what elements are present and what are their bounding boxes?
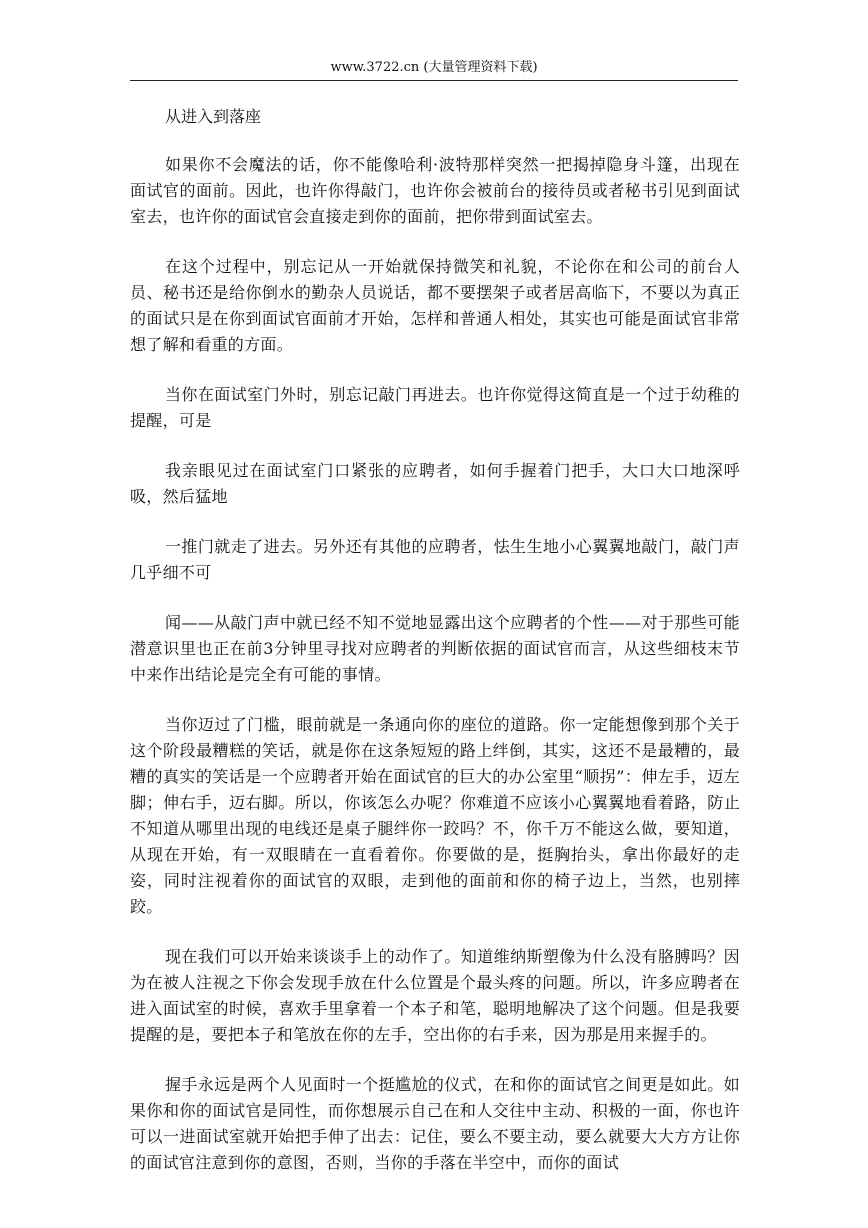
- paragraph: 如果你不会魔法的话，你不能像哈利·波特那样突然一把揭掉隐身斗篷，出现在面试官的面前。因此，也许你得敲门，也许你会被前台的接待员或者秘书引见到面试室去，也许你的面试官会直接走到你的面前，把你带到面试室去。: [130, 155, 740, 226]
- paragraph: 当你迈过了门槛，眼前就是一条通向你的座位的道路。你一定能想像到那个关于这个阶段最糟糕的笑话，就是你在这条短短的路上绊倒，其实，这还不是最糟的，最糟的真实的笑话是一个应聘者开始在面试官的巨大的办公室里“顺拐”：伸左手，迈左脚；伸右手，迈右脚。所以，你该怎么办呢？你难道不应该小心翼翼地看着路，防止不知道从哪里出现的电线还是桌子腿绊你一跤吗？不，你千万不能这么做，要知道，从现在开始，有一双眼睛在一直看着你。你要做的是，挺胸抬头，拿出你最好的走姿，同时注视着你的面试官的双眼，走到他的面前和你的椅子边上，当然，也别摔跤。: [130, 715, 740, 916]
- page-header: [0, 60, 868, 76]
- section-title: 从进入到落座: [165, 107, 262, 126]
- paragraph: 现在我们可以开始来谈谈手上的动作了。知道维纳斯塑像为什么没有胳膊吗？因为在被人注视之下你会发现手放在什么位置是个最头疼的问题。所以，许多应聘者在进入面试室的时候，喜欢手里拿着一个本子和笔，聪明地解决了这个问题。但是我要提醒的是，要把本子和笔放在你的左手，空出你的右手来，因为那是用来握手的。: [130, 947, 740, 1044]
- paragraph: 在这个过程中，别忘记从一开始就保持微笑和礼貌，不论你在和公司的前台人员、秘书还是给你倒水的勤杂人员说话，都不要摆架子或者居高临下，不要以为真正的面试只是在你到面试官面前才开始，怎样和普通人相处，其实也可能是面试官非常想了解和看重的方面。: [130, 257, 740, 354]
- header-site-text: www.3722.cn (大量管理资料下载): [330, 60, 538, 75]
- paragraph: 闻——从敲门声中就已经不知不觉地显露出这个应聘者的个性——对于那些可能潜意识里也正在前3分钟里寻找对应聘者的判断依据的面试官而言，从这些细枝末节中来作出结论是完全有可能的事情。: [130, 613, 740, 684]
- header-divider: [130, 80, 738, 81]
- paragraph: 握手永远是两个人见面时一个挺尴尬的仪式，在和你的面试官之间更是如此。如果你和你的面试官是同性，而你想展示自己在和人交往中主动、积极的一面，你也许可以一进面试室就开始把手伸了出去：记住，要么不要主动，要么就要大大方方让你的面试官注意到你的意图，否则，当你的手落在半空中，而你的面试: [130, 1075, 740, 1172]
- document-body: [130, 102, 740, 1200]
- paragraph: 当你在面试室门外时，别忘记敲门再进去。也许你觉得这简直是一个过于幼稚的提醒，可是: [130, 385, 740, 430]
- paragraph: 我亲眼见过在面试室门口紧张的应聘者，如何手握着门把手，大口大口地深呼吸，然后猛地: [130, 461, 740, 506]
- paragraph: 一推门就走了进去。另外还有其他的应聘者，怯生生地小心翼翼地敲门，敲门声几乎细不可: [130, 537, 740, 582]
